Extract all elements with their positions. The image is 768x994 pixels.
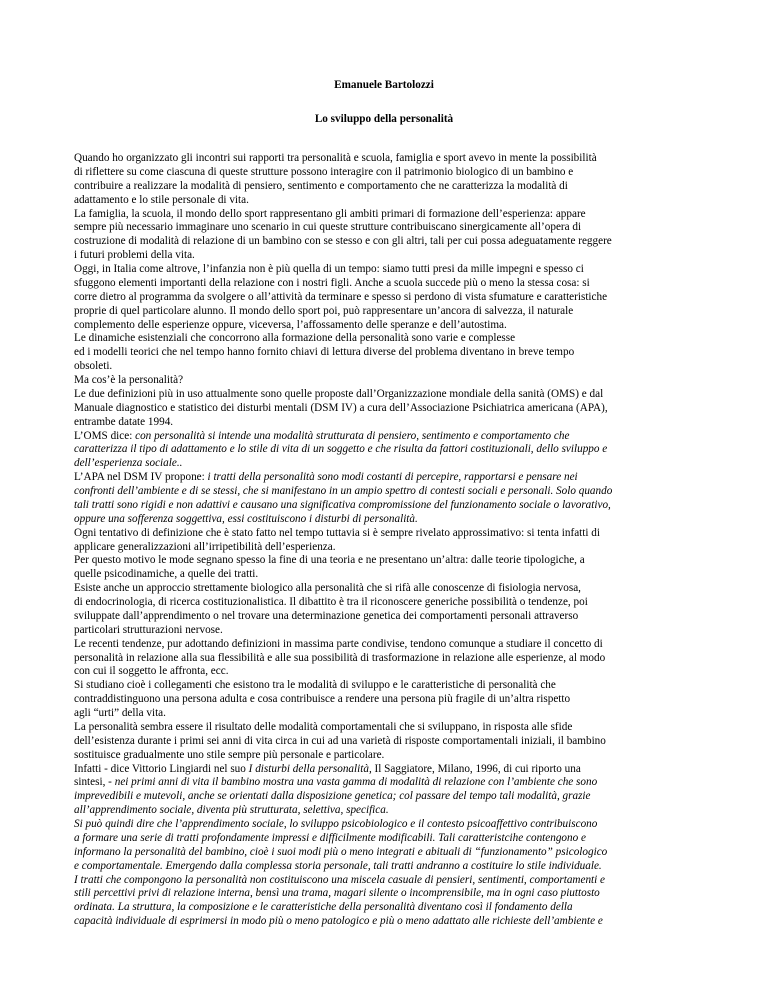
text-line bbox=[74, 860, 696, 874]
text: con cui il soggetto le affronta, ecc. bbox=[74, 665, 229, 678]
text-line bbox=[74, 305, 696, 319]
text: L’OMS dice: bbox=[74, 429, 136, 442]
text-line bbox=[74, 887, 696, 901]
text-line bbox=[74, 749, 696, 763]
text: Le dinamiche esistenziali che concorrono alla formazione della personalità sono varie e complesse bbox=[74, 332, 516, 345]
text: particolari strutturazioni nervose. bbox=[74, 623, 223, 636]
italic-text: I disturbi della personalità, bbox=[248, 762, 372, 775]
text-line bbox=[74, 319, 696, 333]
text-line bbox=[74, 582, 696, 596]
text-line bbox=[74, 166, 696, 180]
italic-text: oppure una sofferenza soggettiva, essi costituiscono i disturbi di personalità. bbox=[74, 512, 418, 525]
text: complemento delle esperienze oppure, viceversa, l’affossamento delle speranze e dell’autostima. bbox=[74, 318, 507, 331]
text-line bbox=[74, 513, 696, 527]
author-name: Emanuele Bartolozzi bbox=[334, 79, 434, 91]
text: sempre più necessario immaginare uno scenario in cui queste strutture contribuiscano sinergicamente all’opera di bbox=[74, 221, 582, 234]
text-line bbox=[74, 263, 696, 277]
italic-text: I tratti che compongono la personalità non costituiscono una miscela casuale di pensieri, sentimenti, comportamenti e bbox=[74, 873, 606, 886]
text: La personalità sembra essere il risultato delle modalità comportamentali che si sviluppano, in risposta alle sfide bbox=[74, 720, 573, 733]
text: La famiglia, la scuola, il mondo dello sport rappresentano gli ambiti primari di formazione dell’esperienza: appare bbox=[74, 207, 586, 220]
body-text bbox=[74, 152, 696, 929]
text: Si studiano cioè i collegamenti che esistono tra le modalità di sviluppo e le caratteristiche di personalità che bbox=[74, 679, 556, 692]
text-line bbox=[74, 388, 696, 402]
text: quelle psicodinamiche, a quelle dei tratti. bbox=[74, 568, 259, 581]
text: Ogni tentativo di definizione che è stato fatto nel tempo tuttavia si è sempre rivelato approssimativo: si tenta infatti di bbox=[74, 526, 600, 539]
text: sviluppate dall’apprendimento o nel trovare una determinazione genetica dei comportamenti personali attraverso bbox=[74, 609, 579, 622]
text-line bbox=[74, 901, 696, 915]
text-line bbox=[74, 374, 696, 388]
text: sostituisce gradualmente uno stile sempre più personale e particolare. bbox=[74, 748, 385, 761]
text-line bbox=[74, 790, 696, 804]
text: personalità in relazione alla sua flessibilità e alle sua possibilità di trasformazione in relazione alle esperienze, al modo bbox=[74, 651, 606, 664]
document-title: Lo sviluppo della personalità bbox=[314, 113, 454, 125]
italic-text: nei primi anni di vita il bambino mostra una vasta gamma di modalità di relazione con l’ambiente che sono bbox=[114, 776, 598, 789]
text-line bbox=[74, 721, 696, 735]
text: Il Saggiatore, Milano, 1996, di cui riporto una bbox=[371, 762, 581, 775]
text-line bbox=[74, 624, 696, 638]
text: ed i modelli teorici che nel tempo hanno fornito chiavi di lettura diverse del problema diventano in breve tempo bbox=[74, 346, 575, 359]
text: L’APA nel DSM IV propone: bbox=[74, 471, 208, 484]
text: i futuri problemi della vita. bbox=[74, 249, 195, 262]
text-line bbox=[74, 443, 696, 457]
text: proprie di quel particolare alunno. Il mondo dello sport poi, può rappresentare un’ancora di salvezza, il naturale bbox=[74, 304, 574, 317]
text-line bbox=[74, 180, 696, 194]
text-line bbox=[74, 915, 696, 929]
text-line bbox=[74, 277, 696, 291]
text-line bbox=[74, 457, 696, 471]
text-line bbox=[74, 554, 696, 568]
text-line bbox=[74, 527, 696, 541]
text: obsoleti. bbox=[74, 360, 113, 373]
text-line bbox=[74, 485, 696, 499]
text: Quando ho organizzato gli incontri sui rapporti tra personalità e scuola, famiglia e sport avevo in mente la possibilità bbox=[74, 152, 597, 164]
text-line bbox=[74, 596, 696, 610]
text-line bbox=[74, 707, 696, 721]
italic-text: a formare una serie di tratti profondamente impressi e difficilmente modificabili. Tali caratteristcihe contengono e bbox=[74, 831, 586, 844]
italic-text: informano la personalità del bambino, cioè i suoi modi più o meno integrati e abituali di “funzionamento” psicologico bbox=[74, 845, 608, 858]
text-line bbox=[74, 416, 696, 430]
italic-text: e comportamentale. Emergendo dalla complessa storia personale, tali tratti andranno a costituire lo stile individuale. bbox=[74, 859, 602, 872]
text-line bbox=[74, 221, 696, 235]
text: applicare generalizzazioni all’irripetibilità dell’esperienza. bbox=[74, 540, 336, 553]
text-line bbox=[74, 402, 696, 416]
text: agli “urti” della vita. bbox=[74, 707, 166, 719]
text: costruzione di modalità di relazione di un bambino con se stesso e con gli altri, tali per cui possa adeguatamente reggere bbox=[74, 235, 612, 248]
italic-text: con personalità si intende una modalità strutturata di pensiero, sentimento e comportamento che bbox=[135, 429, 570, 442]
text: Ma cos’è la personalità? bbox=[74, 374, 184, 386]
italic-text: imprevedibili e mutevoli, anche se orientati dalla disposizione genetica; col passare del tempo tali modalità, grazie bbox=[74, 790, 591, 803]
text-line bbox=[74, 541, 696, 555]
text: sintesi, - bbox=[74, 776, 115, 789]
text-line bbox=[74, 471, 696, 485]
italic-text: capacità individuale di esprimersi in modo più o meno patologico e più o meno adattato alle richieste dell’ambiente e bbox=[74, 915, 603, 928]
italic-text: stili percettivi privi di relazione interna, bensì una trama, magari silente o incomprensibile, ma in ogni caso piuttosto bbox=[74, 887, 600, 900]
italic-text: confronti dell’ambiente e di se stessi, che si manifestano in un ampio spettro di contesti sociali e personali. Solo quando bbox=[74, 485, 613, 497]
text-line bbox=[74, 846, 696, 860]
italic-text: tali tratti sono rigidi e non adattivi e causano una significativa compromissione del funzionamento sociale o lavorativo, bbox=[74, 498, 611, 511]
italic-text: Si può quindi dire che l’apprendimento sociale, lo sviluppo psicobiologico e il contesto psicoaffettivo contribuiscono bbox=[74, 818, 598, 830]
text: di endocrinologia, di ricerca costituzionalistica. Il dibattito è tra il riconoscere generiche possibilità o tendenze, poi bbox=[74, 596, 588, 608]
text-line bbox=[74, 291, 696, 305]
text-line bbox=[74, 818, 696, 832]
text: Manuale diagnostico e statistico dei disturbi mentali (DSM IV) a cura dell’Associazione Psichiatrica americana (APA), bbox=[74, 401, 608, 414]
text-line bbox=[74, 194, 696, 208]
text-line bbox=[74, 430, 696, 444]
italic-text: all’apprendimento sociale, diventa più strutturata, selettiva, specifica. bbox=[74, 804, 389, 817]
text-line bbox=[74, 332, 696, 346]
text-line bbox=[74, 763, 696, 777]
text-line bbox=[74, 804, 696, 818]
text-line bbox=[74, 652, 696, 666]
text: Per questo motivo le mode segnano spesso la fine di una teoria e ne presentano un’altra: dalle teorie tipologiche, a bbox=[74, 554, 585, 567]
italic-text: dell’esperienza sociale.. bbox=[74, 457, 183, 470]
text: dell’esistenza durante i primi sei anni di vita circa in cui ad una varietà di risposte comportamentali iniziali, il bambino bbox=[74, 734, 606, 747]
text: adattamento e lo stile personale di vita. bbox=[74, 193, 249, 206]
text-line bbox=[74, 679, 696, 693]
text: Infatti - dice Vittorio Lingiardi nel suo bbox=[74, 762, 249, 775]
text-line bbox=[74, 360, 696, 374]
text-line bbox=[74, 638, 696, 652]
italic-text: i tratti della personalità sono modi costanti di percepire, rapportarsi e pensare nei bbox=[207, 471, 578, 484]
text: Esiste anche un approccio strettamente biologico alla personalità che si rifà alle conoscenze di fisiologia nervosa, bbox=[74, 582, 581, 595]
text-line bbox=[74, 693, 696, 707]
text: sfuggono elementi importanti della relazione con i nostri figli. Anche a scuola succede più o meno la stessa cosa: si bbox=[74, 276, 590, 289]
text-line bbox=[74, 568, 696, 582]
text-line bbox=[74, 776, 696, 790]
text-line bbox=[74, 735, 696, 749]
text-line bbox=[74, 832, 696, 846]
italic-text: caratterizza il tipo di adattamento e lo stile di vita di un soggetto e che risulta da fattori costituzionali, dello sviluppo e bbox=[74, 443, 608, 456]
text-line bbox=[74, 499, 696, 513]
text: di riflettere su come ciascuna di queste strutture possono interagire con il patrimonio biologico di un bambino e bbox=[74, 165, 574, 178]
text-line bbox=[74, 874, 696, 888]
text-line bbox=[74, 249, 696, 263]
text: Le recenti tendenze, pur adottando definizioni in massima parte condivise, tendono comunque a studiare il concetto di bbox=[74, 637, 603, 650]
text: Le due definizioni più in uso attualmente sono quelle proposte dall’Organizzazione mondiale della sanità (OMS) e dal bbox=[74, 387, 604, 400]
text-line bbox=[74, 208, 696, 222]
text-line bbox=[74, 152, 696, 166]
text-line bbox=[74, 665, 696, 679]
text-line bbox=[74, 610, 696, 624]
italic-text: ordinata. La struttura, la composizione e le caratteristiche della personalità diventano così il fondamento della bbox=[74, 901, 573, 914]
text: contribuire a realizzare la modalità di pensiero, sentimento e comportamento che ne caratterizza la modalità di bbox=[74, 179, 568, 192]
text: entrambe datate 1994. bbox=[74, 415, 174, 428]
text: contraddistinguono una persona adulta e cosa contribuisce a rendere una persona più fragile di un’altra rispetto bbox=[74, 693, 571, 706]
text-line bbox=[74, 346, 696, 360]
text: corre dietro al programma da svolgere o all’attività da terminare e spesso si perdono di vista sfumature e caratteristiche bbox=[74, 290, 608, 303]
text: Oggi, in Italia come altrove, l’infanzia non è più quella di un tempo: siamo tutti presi da mille impegni e spesso ci bbox=[74, 263, 584, 275]
text-line bbox=[74, 235, 696, 249]
